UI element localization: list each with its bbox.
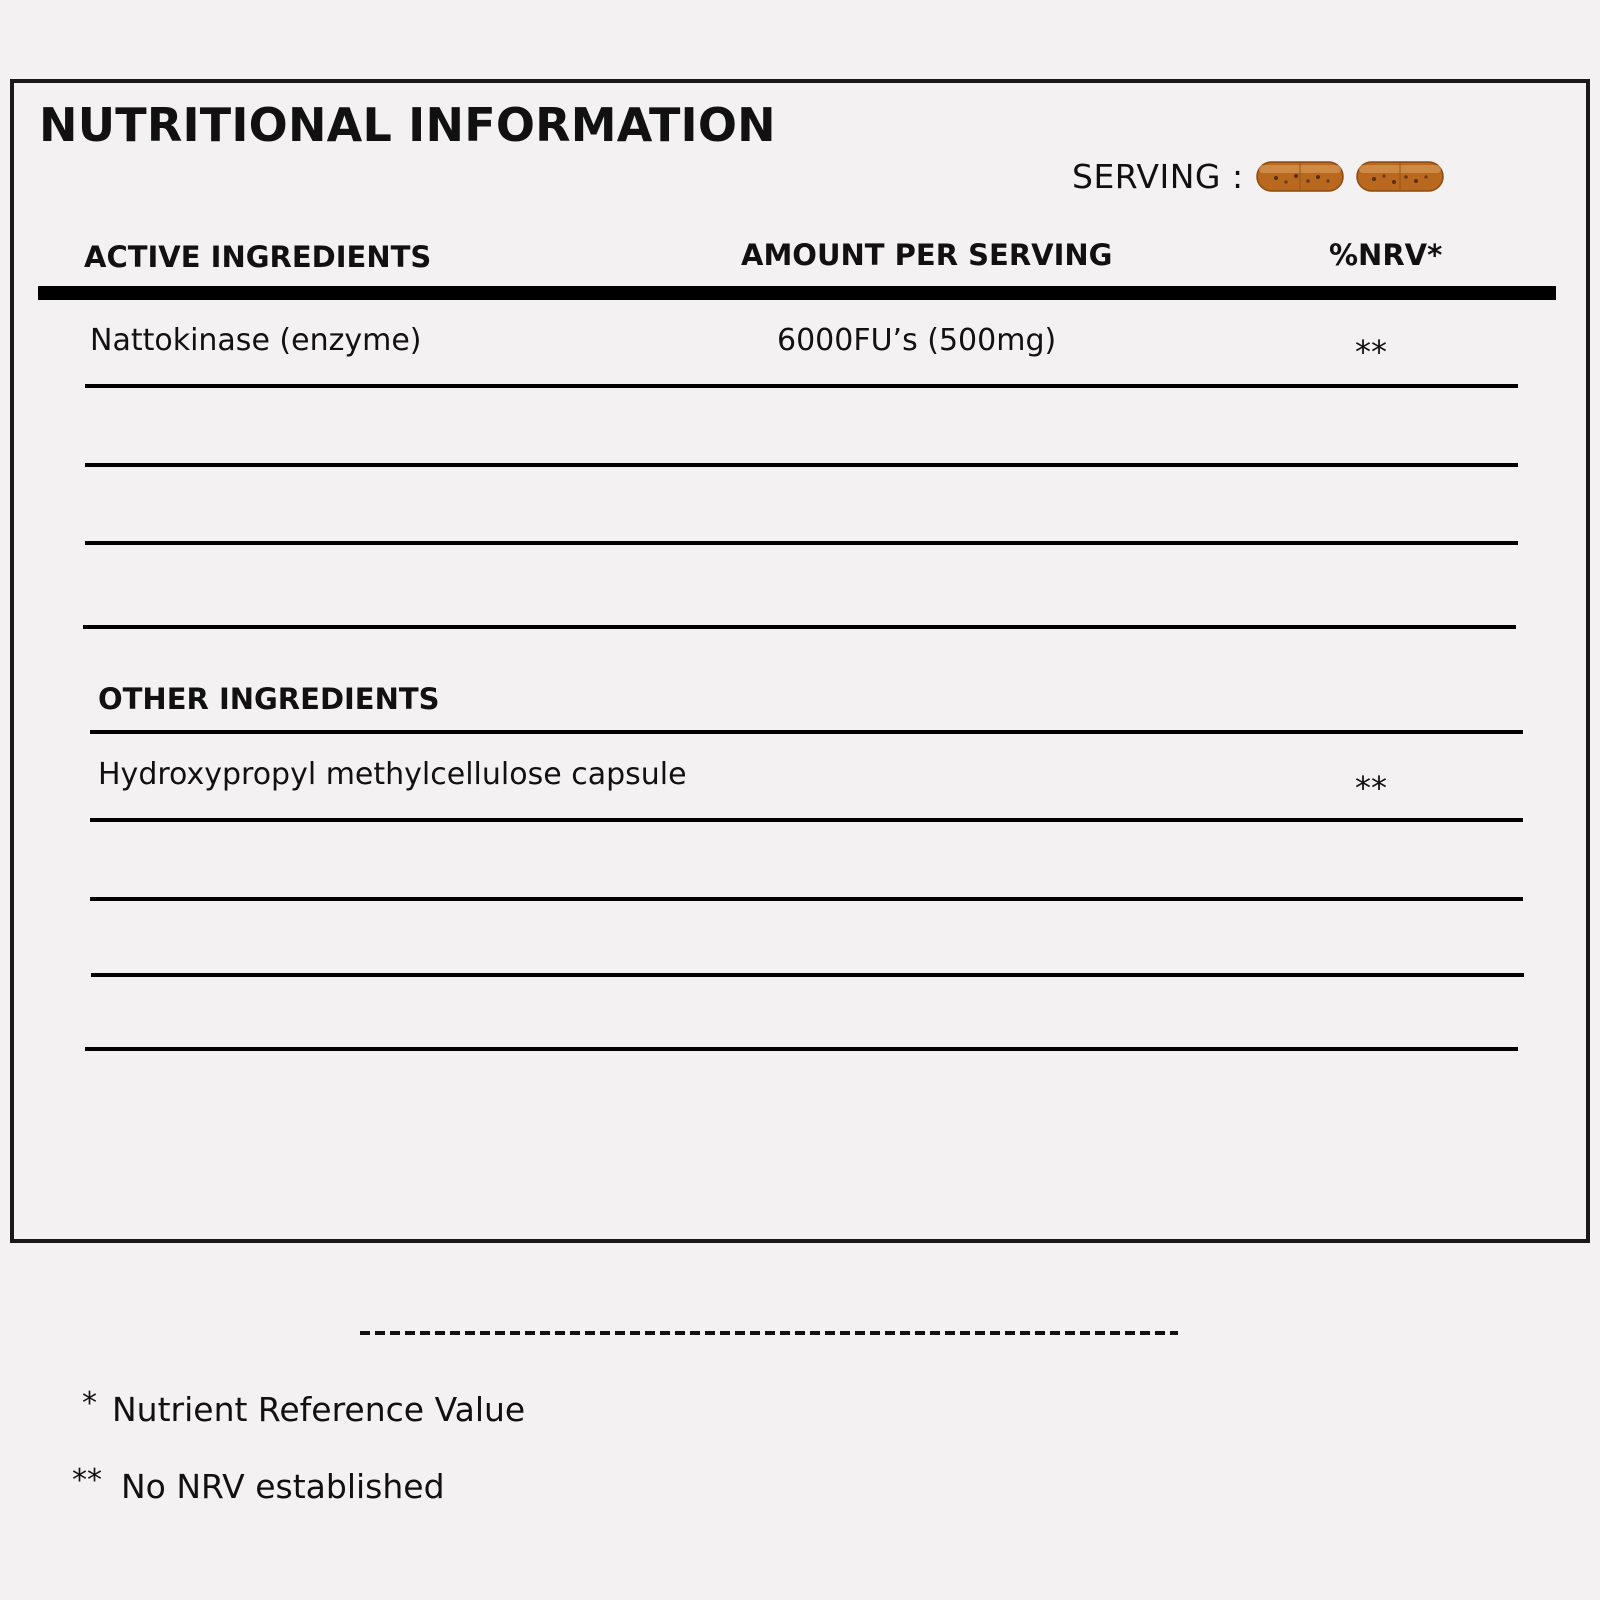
row-divider — [90, 818, 1523, 822]
footnote-nrv-text: Nutrient Reference Value — [112, 1390, 526, 1429]
row-divider — [85, 1047, 1518, 1051]
row-divider — [83, 625, 1516, 629]
row-divider — [90, 897, 1523, 901]
row-divider — [85, 384, 1518, 388]
ingredient-amount: 6000FU’s (500mg) — [777, 323, 1057, 358]
other-ingredient-name: Hydroxypropyl methylcellulose capsule — [98, 757, 687, 792]
capsule-icon — [1256, 161, 1344, 192]
column-header-nrv: %NRV* — [1329, 238, 1443, 272]
section-header-other: OTHER INGREDIENTS — [98, 682, 440, 716]
header-divider — [38, 286, 1556, 300]
other-ingredient-nrv: ** — [1355, 769, 1387, 807]
footnote-nrv-marker: * — [82, 1386, 97, 1421]
column-header-amount: AMOUNT PER SERVING — [741, 238, 1113, 272]
row-divider — [85, 541, 1518, 545]
ingredient-nrv: ** — [1355, 333, 1387, 371]
dashed-separator — [360, 1331, 1178, 1335]
capsule-icon — [1356, 161, 1444, 192]
row-divider — [85, 463, 1518, 467]
serving-indicator — [1072, 154, 1456, 198]
footnote-none-text: No NRV established — [121, 1467, 445, 1506]
footnote-none-marker: ** — [72, 1463, 102, 1498]
page-title: NUTRITIONAL INFORMATION — [39, 98, 776, 152]
serving-label: SERVING : — [1072, 156, 1244, 196]
row-divider — [91, 973, 1524, 977]
column-header-ingredient: ACTIVE INGREDIENTS — [84, 240, 432, 274]
row-divider — [90, 730, 1523, 734]
ingredient-name: Nattokinase (enzyme) — [90, 323, 422, 358]
